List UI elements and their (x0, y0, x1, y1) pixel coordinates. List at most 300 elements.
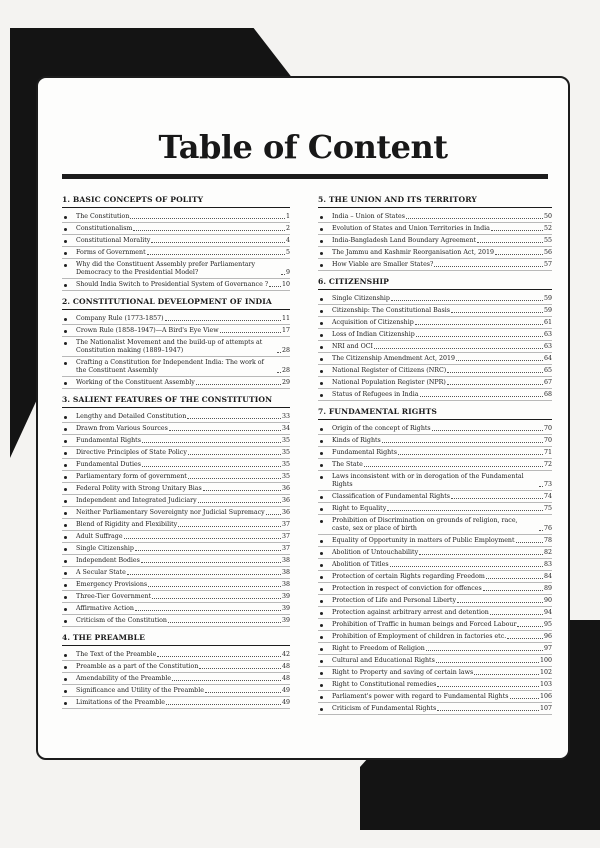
toc-entry[interactable] (62, 543, 290, 555)
dot-leader (165, 320, 281, 321)
dot-leader (510, 698, 539, 699)
dot-leader (539, 530, 543, 531)
toc-entry[interactable] (318, 535, 552, 547)
dot-leader (456, 360, 543, 361)
toc-entry-title: Loss of Indian Citizenship (332, 330, 415, 338)
toc-entry-title: Why did the Constituent Assembly prefer Parliamentary Democracy to the Presidential Model? (76, 260, 256, 276)
dot-leader (398, 454, 543, 455)
toc-entry[interactable] (318, 607, 552, 619)
toc-entry-title: Prohibition of Employment of children in factories etc. (332, 632, 507, 640)
toc-entry[interactable] (318, 679, 552, 691)
toc-entry-page: 100 (539, 656, 552, 664)
section-heading: 6. CITIZENSHIP (318, 277, 552, 290)
toc-entry-title: Criticism of Fundamental Rights (332, 704, 437, 712)
dot-leader (169, 430, 281, 431)
toc-entry-page: 64 (543, 354, 552, 362)
dot-leader (205, 692, 281, 693)
toc-entry-title: Preamble as a part of the Constitution (76, 662, 199, 670)
toc-entry[interactable] (62, 697, 290, 709)
toc-entry-title: Criticism of the Constitution (76, 616, 167, 624)
toc-entry-page: 76 (543, 524, 552, 532)
toc-entry-page: 38 (281, 568, 290, 576)
dot-leader (199, 668, 281, 669)
toc-entry-title: Citizenship: The Constitutional Basis (332, 306, 450, 314)
dot-leader (457, 602, 543, 603)
toc-entry[interactable] (62, 555, 290, 567)
dot-leader (133, 230, 285, 231)
toc-entry[interactable] (318, 583, 552, 595)
toc-entry-page: 35 (281, 436, 290, 444)
toc-entry[interactable] (318, 377, 552, 389)
toc-entry-title: Kinds of Rights (332, 436, 381, 444)
toc-entry[interactable] (62, 603, 290, 615)
toc-entry-title: Should India Switch to Presidential System of Governance ? (76, 280, 269, 288)
dot-leader (277, 352, 281, 353)
toc-entry[interactable] (62, 591, 290, 603)
toc-entry-page: 36 (281, 496, 290, 504)
section-heading: 5. THE UNION AND ITS TERRITORY (318, 195, 552, 208)
dot-leader (474, 674, 539, 675)
toc-entry[interactable] (62, 673, 290, 685)
toc-entry[interactable] (62, 685, 290, 697)
toc-entry[interactable] (318, 547, 552, 559)
toc-entry-page: 96 (543, 632, 552, 640)
toc-entry-title: Federal Polity with Strong Unitary Bias (76, 484, 202, 492)
toc-entry-title: Parliamentary form of government (76, 472, 187, 480)
dot-leader (220, 332, 281, 333)
toc-entry[interactable] (318, 223, 552, 235)
dot-leader (198, 502, 281, 503)
toc-entry-page: 90 (543, 596, 552, 604)
toc-entry-page: 4 (285, 236, 290, 244)
dot-leader (157, 656, 281, 657)
toc-entry[interactable] (62, 247, 290, 259)
toc-entry[interactable] (62, 649, 290, 661)
dot-leader (188, 454, 281, 455)
toc-entry[interactable] (62, 279, 290, 291)
toc-entry-page: 28 (281, 346, 290, 354)
toc-entry-page: 10 (281, 280, 290, 288)
toc-entry-page: 74 (543, 492, 552, 500)
toc-entry-page: 68 (543, 390, 552, 398)
toc-entry-title: Drawn from Various Sources (76, 424, 168, 432)
toc-entry-page: 52 (543, 224, 552, 232)
toc-entry-page: 103 (539, 680, 552, 688)
dot-leader (387, 510, 543, 511)
toc-entry-page: 39 (281, 592, 290, 600)
toc-entry-title: Right to Freedom of Religion (332, 644, 425, 652)
dot-leader (390, 566, 543, 567)
toc-entry-title: The Text of the Preamble (76, 650, 157, 658)
toc-entry-title: Constitutionalism (76, 224, 133, 232)
toc-entry-title: Protection in respect of conviction for offences (332, 584, 482, 592)
dot-leader (451, 312, 543, 313)
toc-entry[interactable] (318, 503, 552, 515)
toc-entry[interactable] (318, 619, 552, 631)
toc-section (62, 297, 290, 389)
dot-leader (203, 490, 281, 491)
toc-entry-title: Protection against arbitrary arrest and detention (332, 608, 489, 616)
toc-entry[interactable] (62, 325, 290, 337)
toc-entry-title: Cultural and Educational Rights (332, 656, 435, 664)
title-underline (62, 174, 548, 179)
toc-entry[interactable] (62, 615, 290, 627)
toc-entry-title: Parliament's power with regard to Fundamental Rights (332, 692, 509, 700)
toc-entry[interactable] (62, 435, 290, 447)
toc-entry[interactable] (318, 353, 552, 365)
toc-entry-title: NRI and OCI (332, 342, 374, 350)
toc-entry-page: 70 (543, 436, 552, 444)
toc-entry[interactable] (318, 691, 552, 703)
toc-entry[interactable] (62, 459, 290, 471)
toc-entry-page: 49 (281, 686, 290, 694)
toc-entry-title: Single Citizenship (332, 294, 390, 302)
dot-leader (491, 230, 543, 231)
toc-section (62, 633, 290, 709)
toc-entry-title: A Secular State (76, 568, 126, 576)
page-title: Table of Content (158, 128, 448, 166)
toc-entry-title: Right to Property and saving of certain laws (332, 668, 474, 676)
toc-entry-page: 11 (281, 314, 290, 322)
toc-entry-title: Independent and Integrated Judiciary (76, 496, 197, 504)
section-heading: 3. SALIENT FEATURES OF THE CONSTITUTION (62, 395, 290, 408)
toc-entry[interactable] (318, 667, 552, 679)
toc-entry-page: 71 (543, 448, 552, 456)
section-heading: 4. THE PREAMBLE (62, 633, 290, 646)
toc-entry-page: 48 (281, 674, 290, 682)
dot-leader (147, 254, 285, 255)
dot-leader (477, 242, 543, 243)
dot-leader (374, 348, 543, 349)
toc-entry[interactable] (318, 305, 552, 317)
toc-entry-page: 37 (281, 544, 290, 552)
dot-leader (483, 590, 543, 591)
toc-entry-page: 36 (281, 508, 290, 516)
dot-leader (277, 372, 281, 373)
dot-leader (135, 550, 281, 551)
dot-leader (382, 442, 543, 443)
toc-entry[interactable] (62, 567, 290, 579)
toc-entry[interactable] (318, 643, 552, 655)
dot-leader (447, 372, 543, 373)
toc-entry[interactable] (318, 235, 552, 247)
toc-entry-title: India-Bangladesh Land Boundary Agreement (332, 236, 476, 244)
toc-section (62, 395, 290, 627)
section-heading: 2. CONSTITUTIONAL DEVELOPMENT OF INDIA (62, 297, 290, 310)
toc-entry[interactable] (318, 655, 552, 667)
toc-entry[interactable] (62, 313, 290, 325)
toc-entry-page: 63 (543, 342, 552, 350)
toc-entry[interactable] (318, 595, 552, 607)
toc-entry-title: Prohibition of Traffic in human beings and Forced Labour (332, 620, 517, 628)
toc-entry-title: Origin of the concept of Rights (332, 424, 431, 432)
dot-leader (419, 554, 543, 555)
toc-entry[interactable] (62, 337, 290, 357)
toc-entry-page: 50 (543, 212, 552, 220)
toc-entry-title: Fundamental Rights (332, 448, 397, 456)
toc-entry-page: 37 (281, 520, 290, 528)
toc-entry-page: 38 (281, 580, 290, 588)
dot-leader (151, 242, 285, 243)
toc-entry[interactable] (318, 389, 552, 401)
contents-card (36, 76, 570, 760)
toc-entry[interactable] (318, 515, 552, 535)
toc-entry-title: Fundamental Duties (76, 460, 141, 468)
toc-entry[interactable] (318, 293, 552, 305)
toc-entry[interactable] (318, 491, 552, 503)
toc-entry-page: 2 (285, 224, 290, 232)
dot-leader (166, 704, 281, 705)
toc-entry-page: 106 (539, 692, 552, 700)
dot-leader (141, 562, 281, 563)
toc-entry-title: Right to Constitutional remedies (332, 680, 437, 688)
dot-leader (516, 542, 543, 543)
toc-entry-title: Right to Equality (332, 504, 387, 512)
toc-entry-title: Acquisition of Citizenship (332, 318, 414, 326)
toc-entry[interactable] (62, 507, 290, 519)
toc-entry[interactable] (318, 329, 552, 341)
dot-leader (269, 286, 281, 287)
toc-entry-page: 56 (543, 248, 552, 256)
dot-leader (432, 430, 543, 431)
dot-leader (415, 324, 543, 325)
toc-entry-title: Evolution of States and Union Territories in India (332, 224, 490, 232)
dot-leader (437, 710, 539, 711)
toc-entry[interactable] (318, 459, 552, 471)
toc-entry-page: 61 (543, 318, 552, 326)
toc-entry-title: Independent Bodies (76, 556, 140, 564)
toc-entry-page: 1 (285, 212, 290, 220)
dot-leader (142, 442, 281, 443)
toc-entry[interactable] (318, 365, 552, 377)
toc-entry-title: The Nationalist Movement and the build-up of attempts at Constitution making (1889–1947) (76, 338, 263, 354)
dot-leader (447, 384, 543, 385)
toc-entry-page: 39 (281, 616, 290, 624)
toc-entry-page: 49 (281, 698, 290, 706)
dot-leader (451, 498, 543, 499)
dot-leader (266, 514, 281, 515)
toc-entry-page: 59 (543, 294, 552, 302)
left-column (62, 195, 290, 715)
toc-entry-title: Amendability of the Preamble (76, 674, 172, 682)
toc-entry-title: Protection of certain Rights regarding Freedom (332, 572, 485, 580)
toc-entry-page: 36 (281, 484, 290, 492)
toc-entry-title: Equality of Opportunity in matters of Public Employment (332, 536, 515, 544)
dot-leader (187, 418, 281, 419)
toc-entry-page: 28 (281, 366, 290, 374)
dot-leader (135, 610, 281, 611)
toc-entry-title: Abolition of Untouchability (332, 548, 419, 556)
toc-entry[interactable] (318, 211, 552, 223)
dot-leader (436, 662, 539, 663)
toc-entry-page: 84 (543, 572, 552, 580)
toc-entry-title: Affirmative Action (76, 604, 134, 612)
right-column (318, 195, 552, 721)
toc-entry-page: 9 (285, 268, 290, 276)
toc-section (318, 277, 552, 401)
toc-entry[interactable] (62, 223, 290, 235)
toc-entry[interactable] (318, 447, 552, 459)
section-heading: 7. FUNDAMENTAL RIGHTS (318, 407, 552, 420)
toc-entry[interactable] (62, 471, 290, 483)
toc-entry-page: 35 (281, 472, 290, 480)
toc-entry-title: Neither Parliamentary Sovereignty nor Judicial Supremacy (76, 508, 265, 516)
toc-entry-title: Crafting a Constitution for Independent India: The work of the Constituent Assembly (76, 358, 264, 374)
toc-entry[interactable] (62, 531, 290, 543)
toc-entry-page: 65 (543, 366, 552, 374)
toc-entry[interactable] (318, 247, 552, 259)
toc-entry[interactable] (318, 423, 552, 435)
toc-entry[interactable] (62, 495, 290, 507)
toc-entry-page: 59 (543, 306, 552, 314)
toc-entry-title: The Jammu and Kashmir Reorganisation Act, 2019 (332, 248, 494, 256)
toc-entry[interactable] (318, 471, 552, 491)
toc-entry[interactable] (318, 259, 552, 271)
dot-leader (168, 622, 281, 623)
toc-entry[interactable] (62, 661, 290, 673)
toc-entry[interactable] (318, 435, 552, 447)
dot-leader (437, 686, 539, 687)
toc-entry-page: 73 (543, 480, 552, 488)
toc-entry-title: Company Rule (1773-1857) (76, 314, 164, 322)
dot-leader (364, 466, 543, 467)
dot-leader (152, 598, 281, 599)
toc-entry-title: Classification of Fundamental Rights (332, 492, 450, 500)
dot-leader (127, 574, 281, 575)
toc-entry-title: Fundamental Rights (76, 436, 141, 444)
toc-entry-title: Directive Principles of State Policy (76, 448, 187, 456)
dot-leader (142, 466, 281, 467)
toc-entry-page: 29 (281, 378, 290, 386)
dot-leader (426, 650, 543, 651)
toc-entry[interactable] (318, 631, 552, 643)
toc-entry[interactable] (62, 447, 290, 459)
toc-entry-title: Forms of Government (76, 248, 146, 256)
toc-entry-page: 78 (543, 536, 552, 544)
toc-entry-page: 70 (543, 424, 552, 432)
toc-entry-page: 57 (543, 260, 552, 268)
toc-entry[interactable] (62, 377, 290, 389)
toc-entry-page: 37 (281, 532, 290, 540)
toc-entry-page: 17 (281, 326, 290, 334)
toc-section (318, 407, 552, 715)
toc-entry-page: 35 (281, 448, 290, 456)
toc-entry-title: Adult Suffrage (76, 532, 123, 540)
toc-entry-page: 38 (281, 556, 290, 564)
toc-entry[interactable] (318, 341, 552, 353)
toc-entry-title: Limitations of the Preamble (76, 698, 165, 706)
toc-entry-page: 39 (281, 604, 290, 612)
toc-entry-title: The Citizenship Amendment Act, 2019 (332, 354, 456, 362)
toc-entry[interactable] (62, 423, 290, 435)
toc-entry-title: Single Citizenship (76, 544, 134, 552)
toc-entry-title: Crown Rule (1858–1947)—A Bird's Eye View (76, 326, 219, 334)
toc-entry-page: 34 (281, 424, 290, 432)
toc-entry[interactable] (62, 357, 290, 377)
dot-leader (148, 586, 281, 587)
toc-entry-page: 107 (539, 704, 552, 712)
toc-entry-page: 63 (543, 330, 552, 338)
toc-entry-title: National Population Register (NPR) (332, 378, 446, 386)
dot-leader (434, 266, 543, 267)
toc-entry[interactable] (62, 519, 290, 531)
toc-entry-title: Lengthy and Detailed Constitution (76, 412, 187, 420)
dot-leader (188, 478, 281, 479)
toc-entry-title: Significance and Utility of the Preamble (76, 686, 204, 694)
toc-entry[interactable] (62, 211, 290, 223)
toc-entry-title: How Viable are Smaller States? (332, 260, 434, 268)
dot-leader (490, 614, 543, 615)
dot-leader (495, 254, 543, 255)
toc-entry-title: India – Union of States (332, 212, 405, 220)
toc-entry-page: 55 (543, 236, 552, 244)
section-heading: 1. BASIC CONCEPTS OF POLITY (62, 195, 290, 208)
toc-entry-title: Emergency Provisions (76, 580, 148, 588)
dot-leader (486, 578, 543, 579)
dot-leader (124, 538, 281, 539)
toc-entry-title: Protection of Life and Personal Liberty (332, 596, 457, 604)
dot-leader (416, 336, 543, 337)
dot-leader (130, 218, 285, 219)
toc-entry-page: 95 (543, 620, 552, 628)
toc-entry[interactable] (318, 571, 552, 583)
dot-leader (420, 396, 543, 397)
toc-entry[interactable] (62, 579, 290, 591)
dot-leader (178, 526, 281, 527)
toc-entry-page: 83 (543, 560, 552, 568)
toc-entry-title: Three-Tier Government (76, 592, 152, 600)
toc-entry-page: 75 (543, 504, 552, 512)
toc-entry-title: Prohibition of Discrimination on grounds of religion, race, caste, sex or place of birth (332, 516, 518, 532)
toc-entry-title: The Constitution (76, 212, 130, 220)
dot-leader (507, 638, 543, 639)
toc-entry-title: Abolition of Titles (332, 560, 389, 568)
toc-section (62, 195, 290, 291)
toc-entry[interactable] (318, 317, 552, 329)
toc-entry[interactable] (62, 235, 290, 247)
toc-entry-page: 42 (281, 650, 290, 658)
toc-entry-page: 33 (281, 412, 290, 420)
toc-entry-page: 82 (543, 548, 552, 556)
toc-entry-page: 35 (281, 460, 290, 468)
toc-entry-page: 5 (285, 248, 290, 256)
toc-entry-title: National Register of Citizens (NRC) (332, 366, 447, 374)
toc-section (318, 195, 552, 271)
toc-entry[interactable] (62, 483, 290, 495)
toc-entry-page: 102 (539, 668, 552, 676)
toc-entry-page: 97 (543, 644, 552, 652)
toc-entry-title: Laws inconsistent with or in derogation of the Fundamental Rights (332, 472, 524, 488)
toc-entry-page: 72 (543, 460, 552, 468)
toc-entry[interactable] (318, 559, 552, 571)
toc-entry-title: Constitutional Morality (76, 236, 151, 244)
dot-leader (196, 384, 281, 385)
toc-entry-title: Blend of Rigidity and Flexibility (76, 520, 178, 528)
dot-leader (406, 218, 543, 219)
dot-leader (281, 274, 285, 275)
toc-entry[interactable] (62, 411, 290, 423)
dot-leader (539, 486, 543, 487)
toc-entry-page: 67 (543, 378, 552, 386)
dot-leader (517, 626, 543, 627)
toc-entry-page: 89 (543, 584, 552, 592)
toc-entry[interactable] (62, 259, 290, 279)
toc-entry-title: The State (332, 460, 363, 468)
dot-leader (391, 300, 543, 301)
toc-entry-title: Working of the Constituent Assembly (76, 378, 195, 386)
toc-entry[interactable] (318, 703, 552, 715)
toc-entry-page: 48 (281, 662, 290, 670)
